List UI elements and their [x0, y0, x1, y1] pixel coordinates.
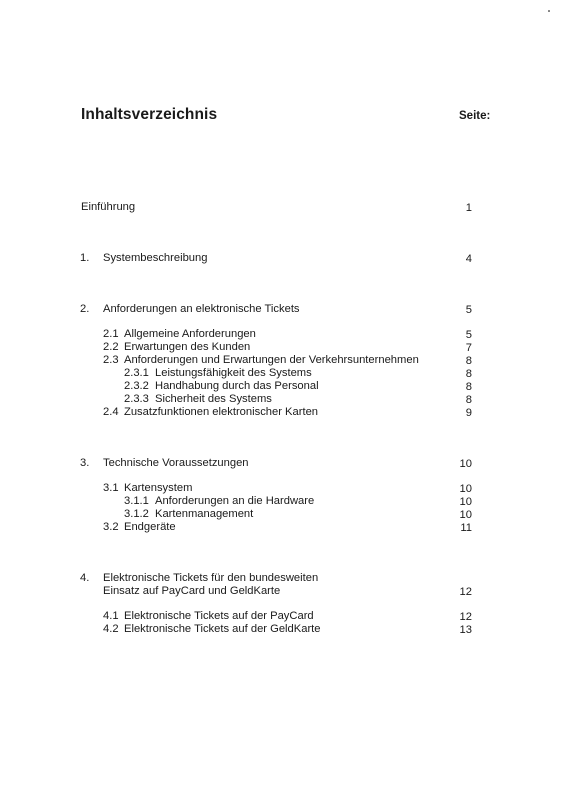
toc-entry-title: Elektronische Tickets auf der PayCard: [124, 610, 314, 622]
toc-entry-title: Zusatzfunktionen elektronischer Karten: [124, 406, 319, 418]
toc-entry-title: Erwartungen des Kunden: [124, 341, 251, 353]
toc-entry-number: 2.3.3: [124, 393, 149, 405]
toc-entry-title: Einführung: [81, 201, 136, 213]
toc-entry-title: Anforderungen an elektronische Tickets: [103, 303, 300, 315]
toc-entry-number: 2.3.2: [124, 380, 149, 392]
toc-entry-title: Allgemeine Anforderungen: [124, 328, 256, 340]
toc-entry-number: 2.: [80, 303, 90, 315]
toc-entry-number: 4.2: [103, 623, 119, 635]
toc-entry-page: 10: [459, 483, 472, 495]
toc-entry-page: 9: [465, 407, 472, 419]
toc-entry-page: 10: [459, 509, 472, 521]
page-column-header: Seite:: [459, 110, 491, 122]
toc-entry-page: 8: [465, 355, 472, 367]
scan-speck: [548, 10, 550, 12]
toc-entry-page: 1: [465, 202, 472, 214]
toc-entry-title: Anforderungen und Erwartungen der Verkehrsunternehmen: [124, 354, 419, 366]
toc-heading: Inhaltsverzeichnis: [81, 106, 218, 123]
toc-entry-page: 8: [465, 368, 472, 380]
toc-entry-page: 5: [465, 304, 472, 316]
toc-entry-page: 7: [465, 342, 472, 354]
toc-entry-number: 2.3.1: [124, 367, 149, 379]
toc-entry-title: Technische Voraussetzungen: [103, 457, 249, 469]
toc-entry-title: Elektronische Tickets für den bundesweiten: [103, 572, 319, 584]
toc-entry-page: 5: [465, 329, 472, 341]
toc-entry-number: 3.2: [103, 521, 119, 533]
toc-entry-title: Systembeschreibung: [103, 252, 208, 264]
toc-entry-title: Handhabung durch das Personal: [155, 380, 319, 392]
toc-entry-number: 3.: [80, 457, 90, 469]
toc-entry-number: 3.1: [103, 482, 119, 494]
toc-entry-number: 4.: [80, 572, 90, 584]
toc-entry-title: Leistungsfähigkeit des Systems: [155, 367, 312, 379]
toc-entry-number: 3.1.1: [124, 495, 149, 507]
toc-entry-page: 10: [459, 496, 472, 508]
toc-entry-page: 12: [459, 611, 472, 623]
toc-entry-number: 2.4: [103, 406, 119, 418]
toc-entry-title-continued: Einsatz auf PayCard und GeldKarte: [103, 585, 281, 597]
toc-entry-title: Anforderungen an die Hardware: [155, 495, 315, 507]
toc-entry-title: Kartensystem: [124, 482, 193, 494]
toc-entry-page: 13: [459, 624, 472, 636]
toc-entry-number: 2.3: [103, 354, 119, 366]
toc-entry-number: 1.: [80, 252, 90, 264]
toc-entry-title: Kartenmanagement: [155, 508, 254, 520]
toc-entry-title: Sicherheit des Systems: [155, 393, 272, 405]
toc-entry-page: 10: [459, 458, 472, 470]
toc-entry-title: Endgeräte: [124, 521, 176, 533]
toc-entry-page: 4: [465, 253, 472, 265]
toc-entry-page: 8: [465, 394, 472, 406]
toc-entry-page: 11: [460, 522, 472, 534]
toc-entry-number: 4.1: [103, 610, 119, 622]
toc-entry-number: 3.1.2: [124, 508, 149, 520]
toc-entry-page: 12: [459, 586, 472, 598]
toc-entry-title: Elektronische Tickets auf der GeldKarte: [124, 623, 321, 635]
toc-entry-number: 2.1: [103, 328, 119, 340]
toc-entry-page: 8: [465, 381, 472, 393]
toc-entry-number: 2.2: [103, 341, 119, 353]
